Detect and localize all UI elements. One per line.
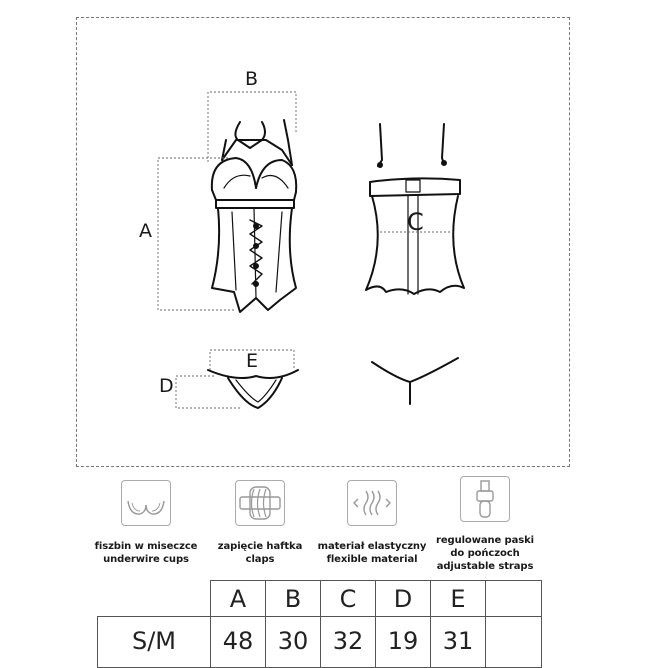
thong-back-drawing <box>372 358 458 404</box>
size-table-header-e: E <box>431 581 486 617</box>
size-table-header-c: C <box>321 581 376 617</box>
feature-straps <box>426 480 544 573</box>
feature-claps-line1: zapięcie haftka <box>217 541 303 552</box>
feature-underwire-line1: fiszbin w miseczce <box>94 541 198 552</box>
underwire-cups-icon <box>121 480 171 526</box>
size-table-value-e: 31 <box>431 617 486 668</box>
size-table-size-label: S/M <box>98 617 211 668</box>
size-table <box>97 580 542 668</box>
size-table-header-row <box>98 581 542 617</box>
size-table-value-b: 30 <box>266 617 321 668</box>
size-table-row <box>98 617 542 668</box>
feature-underwire <box>87 480 205 566</box>
size-table-header-d: D <box>376 581 431 617</box>
size-table-header-b: B <box>266 581 321 617</box>
size-table-value-extra <box>486 617 542 668</box>
feature-flexible <box>313 480 431 566</box>
thong-front-drawing <box>208 370 298 408</box>
adjustable-strap-icon <box>460 476 510 522</box>
measure-label-a: A <box>139 220 152 242</box>
measure-label-d: D <box>159 375 174 397</box>
corset-front-drawing <box>212 120 296 312</box>
measure-label-e: E <box>246 350 259 372</box>
feature-claps-line2: claps <box>245 554 275 565</box>
size-table-header-extra <box>486 581 542 617</box>
size-table-value-d: 19 <box>376 617 431 668</box>
measure-label-c: C <box>407 208 424 236</box>
measurement-guides <box>158 92 450 408</box>
feature-straps-line3: adjustable straps <box>436 561 534 572</box>
feature-straps-line2: do pończoch <box>450 548 520 559</box>
size-table-header-a: A <box>211 581 266 617</box>
elastic-material-icon <box>347 480 397 526</box>
feature-straps-line1: regulowane paski <box>436 535 534 546</box>
hook-clasp-icon <box>235 480 285 526</box>
feature-flexible-line2: flexible material <box>326 554 418 565</box>
feature-claps <box>201 480 319 566</box>
size-table-corner <box>98 581 211 617</box>
feature-flexible-line1: materiał elastyczny <box>317 541 427 552</box>
feature-underwire-line2: underwire cups <box>103 554 189 565</box>
size-table-value-a: 48 <box>211 617 266 668</box>
size-table-value-c: 32 <box>321 617 376 668</box>
measure-label-b: B <box>245 68 259 90</box>
